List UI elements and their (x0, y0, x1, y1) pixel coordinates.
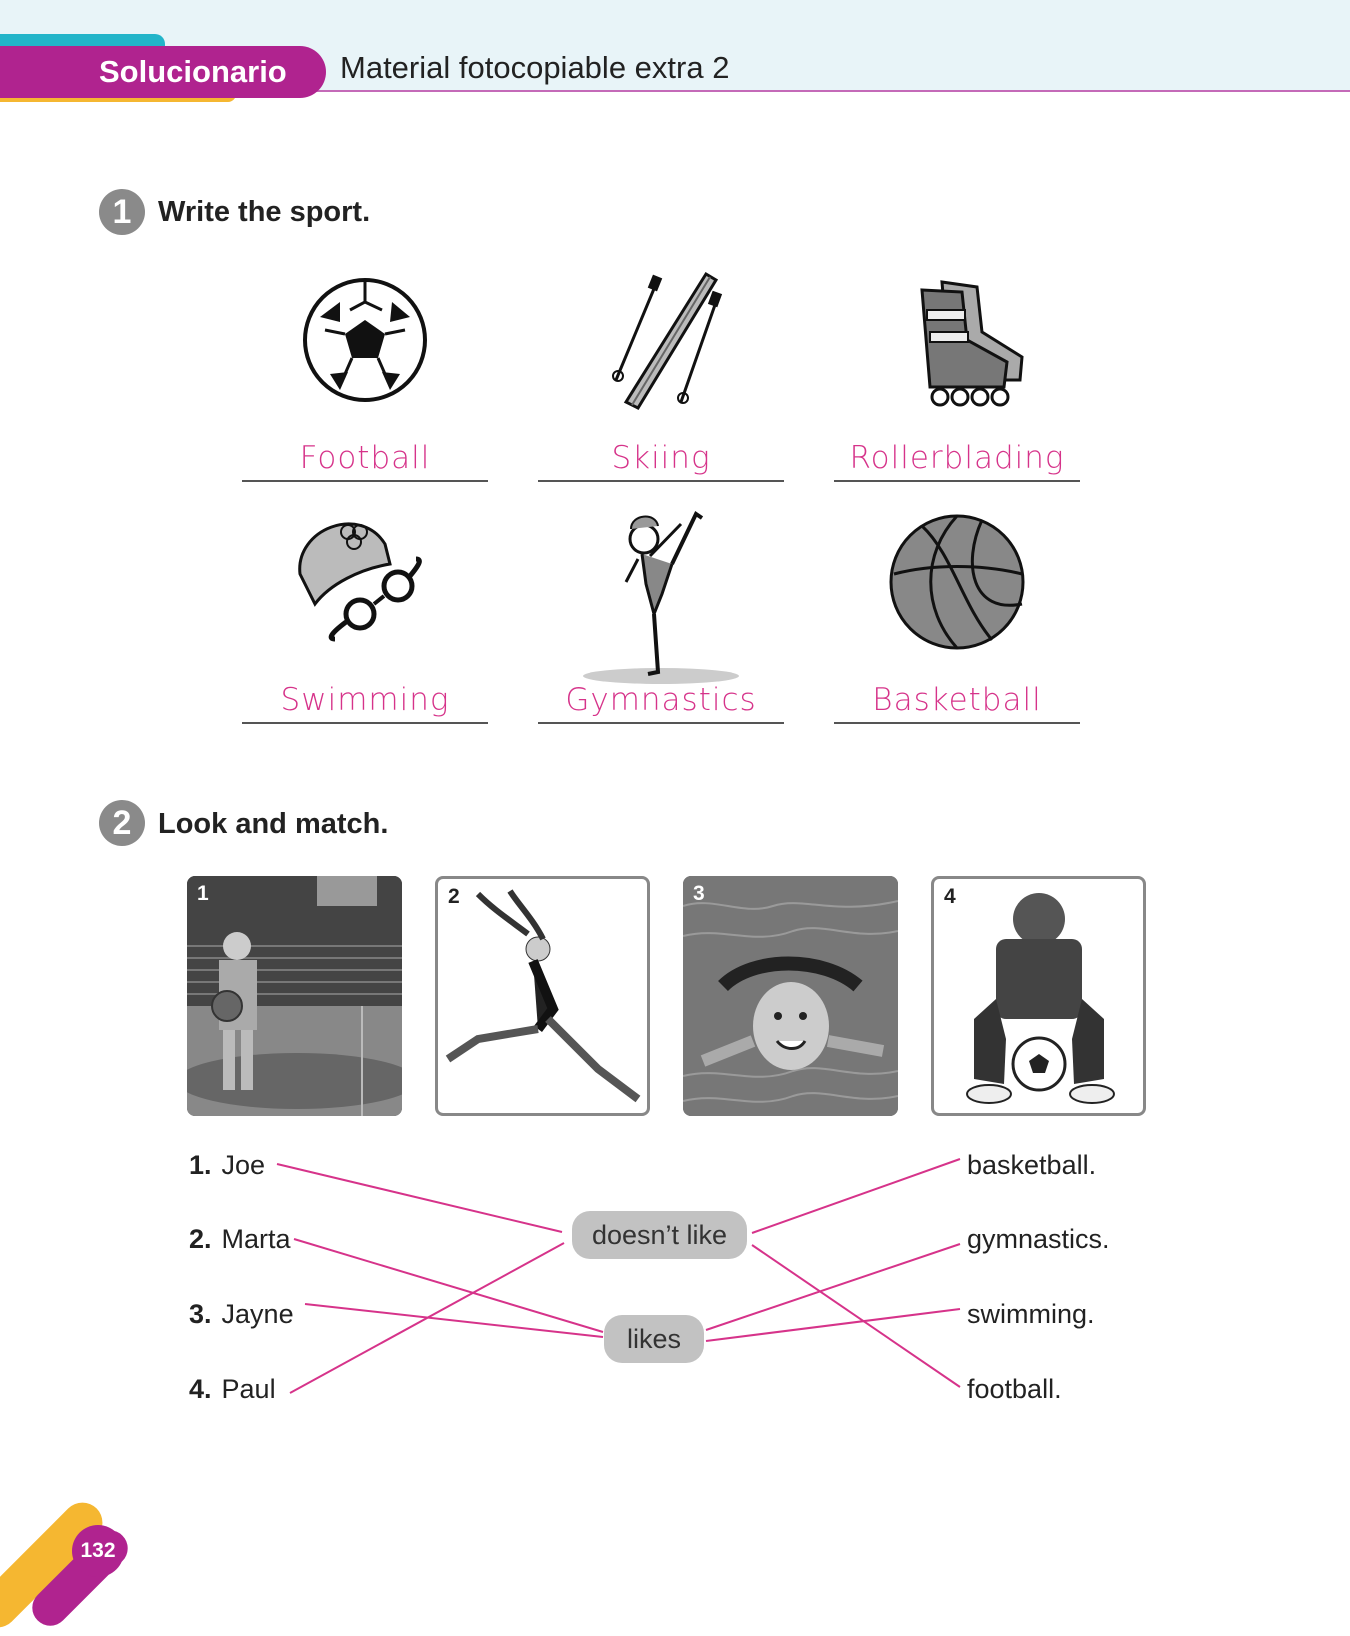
verb-doesnt-like: doesn’t like (572, 1211, 747, 1259)
line-marta-likes (294, 1239, 603, 1332)
photo-number: 4 (944, 885, 956, 908)
line-doesnt-like-basketball (752, 1159, 960, 1233)
line-joe-doesnt-like (277, 1164, 562, 1232)
ending-football: football. (967, 1374, 1062, 1404)
ending-basketball: basketball. (967, 1150, 1097, 1180)
photo-number: 3 (693, 882, 705, 905)
match-number: 2. (189, 1224, 212, 1254)
exercise-2-title: Look and match. (158, 808, 389, 840)
answer-rollerblading: Rollerblading (834, 440, 1080, 482)
exercise-2-number: 2 (99, 800, 145, 846)
match-name: Marta (221, 1224, 291, 1254)
match-name: Jayne (221, 1299, 294, 1329)
answer-basketball: Basketball (834, 682, 1080, 724)
match-number: 1. (189, 1150, 212, 1180)
header-tab: Solucionario (0, 46, 326, 98)
line-likes-swimming (706, 1309, 960, 1341)
photo-number: 1 (197, 882, 209, 905)
page-number: 132 (72, 1525, 124, 1577)
match-name: Joe (221, 1150, 266, 1180)
match-number: 3. (189, 1299, 212, 1329)
line-likes-gymnastics (706, 1244, 960, 1330)
photo-number: 2 (448, 885, 460, 908)
match-number: 4. (189, 1374, 212, 1404)
exercise-1-number: 1 (99, 189, 145, 235)
answer-football: Football (242, 440, 488, 482)
exercise-1-title: Write the sport. (158, 196, 371, 228)
page-title: Material fotocopiable extra 2 (340, 50, 730, 85)
answer-skiing: Skiing (538, 440, 784, 482)
answer-gymnastics: Gymnastics (538, 682, 784, 724)
line-paul-doesnt-like (290, 1243, 564, 1393)
verb-likes: likes (604, 1315, 704, 1363)
answer-swimming: Swimming (242, 682, 488, 724)
ending-gymnastics: gymnastics. (967, 1224, 1110, 1254)
ending-swimming: swimming. (967, 1299, 1095, 1329)
match-name: Paul (221, 1374, 276, 1404)
line-doesnt-like-football (752, 1245, 960, 1387)
line-jayne-likes (305, 1304, 603, 1337)
